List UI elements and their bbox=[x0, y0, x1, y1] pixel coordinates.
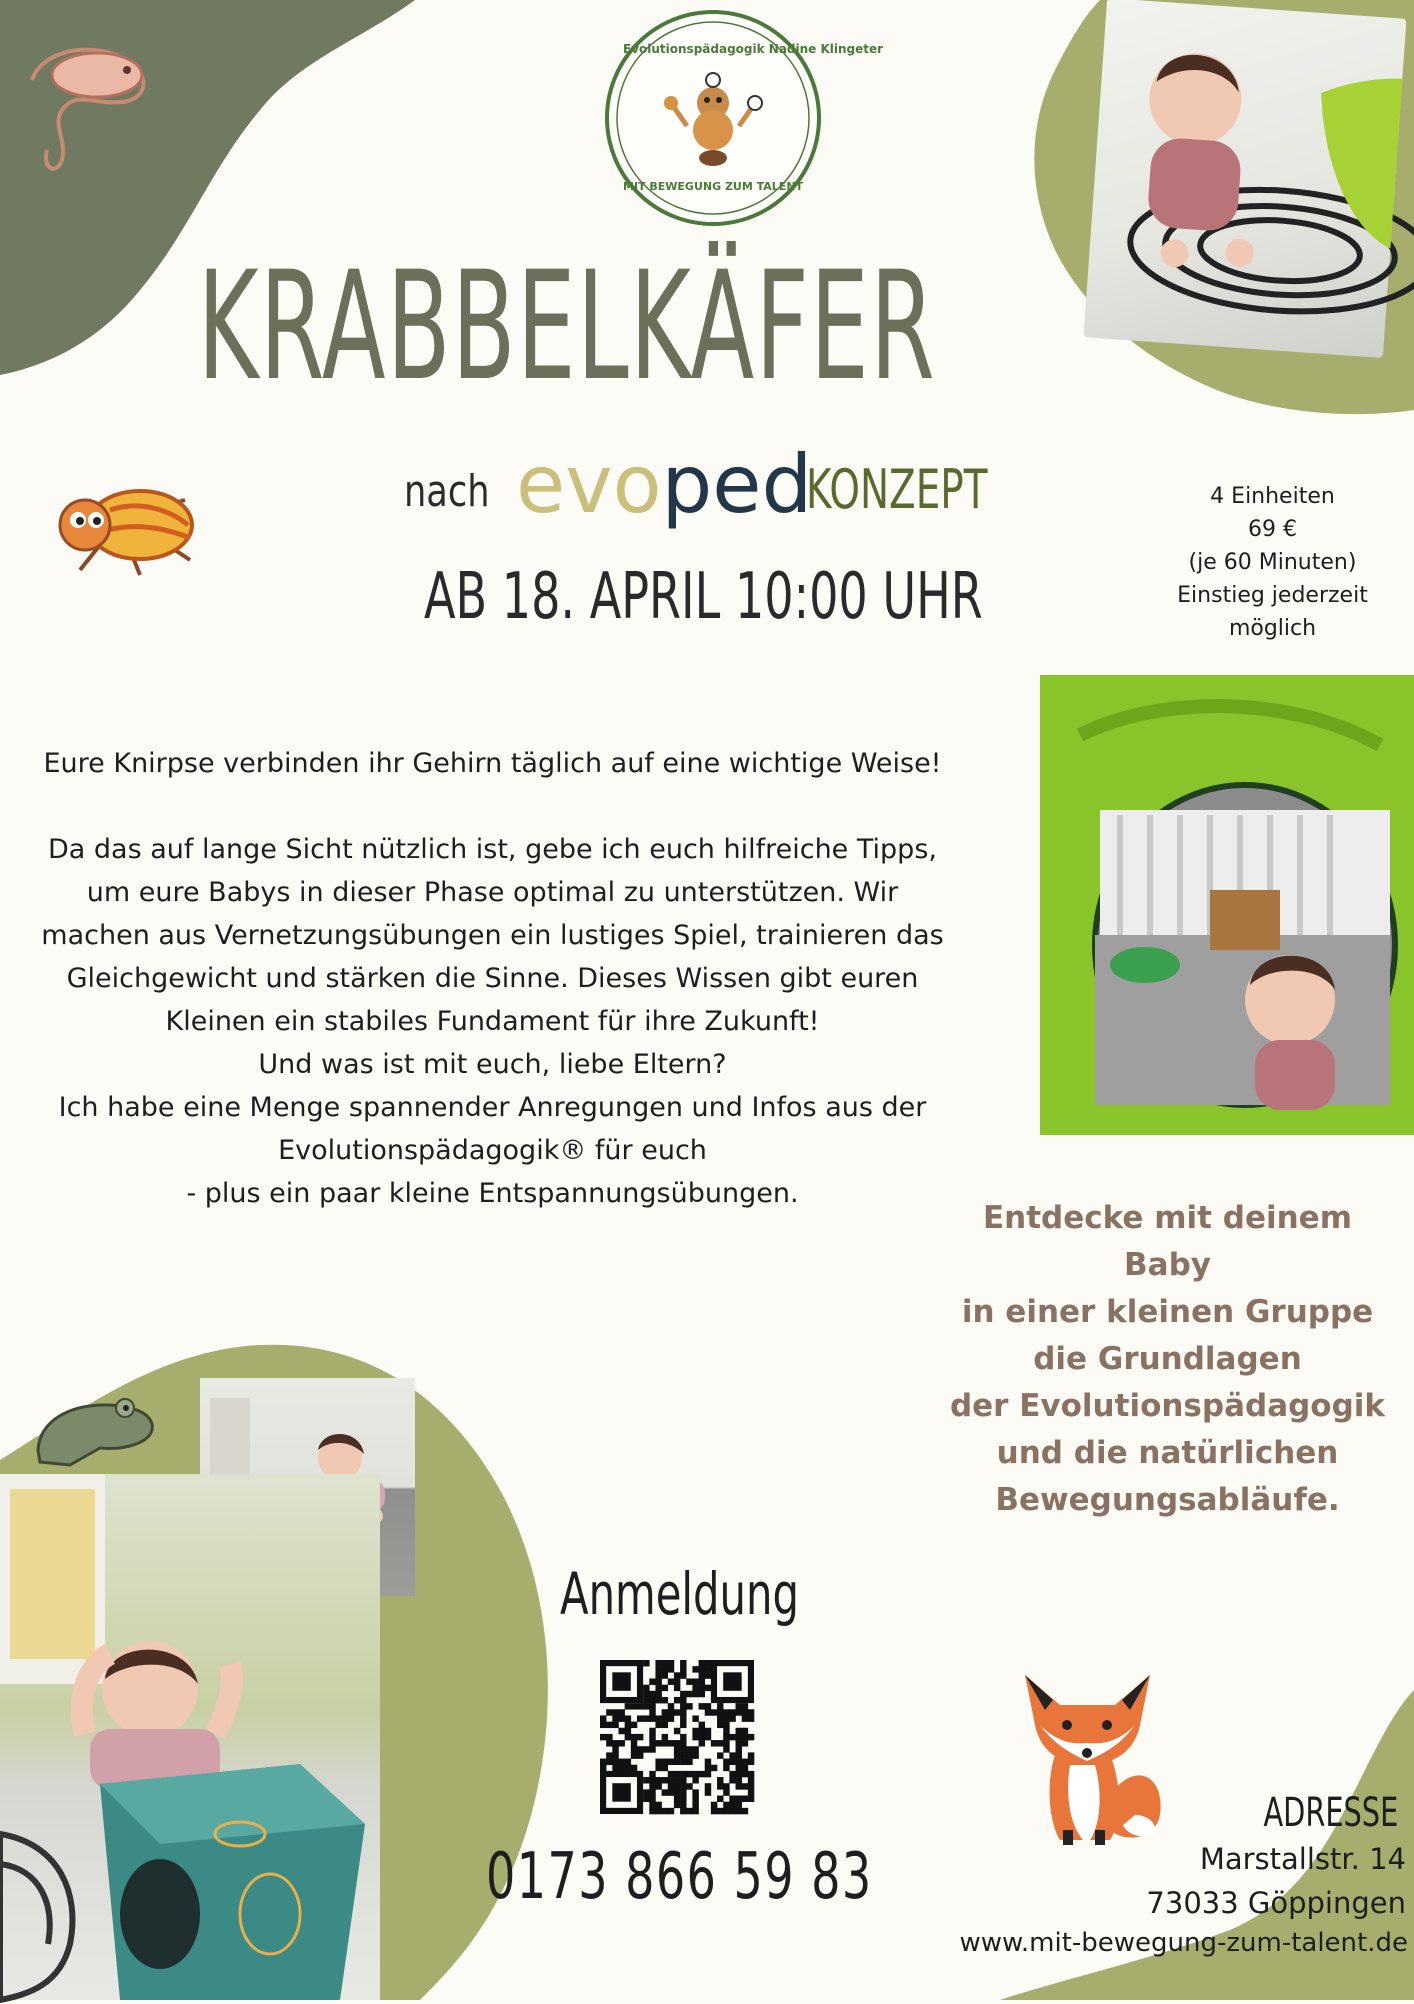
shrimp-icon bbox=[22, 30, 152, 180]
highlight-line: Entdecke mit deinem bbox=[982, 1200, 1353, 1236]
photo-baby-crawling bbox=[1084, 0, 1407, 358]
brand-part-2: ped bbox=[661, 438, 813, 531]
logo-emblem bbox=[603, 8, 884, 228]
intro-question: Und was ist mit euch, liebe Eltern? bbox=[258, 1049, 727, 1080]
page-title: KRABBELKÄFER bbox=[197, 240, 936, 414]
frog-icon bbox=[30, 1390, 160, 1470]
course-info bbox=[1150, 480, 1395, 645]
photo-baby-tunnel bbox=[1040, 675, 1414, 1135]
logo-tagline: MIT BEWEGUNG ZUM TALENT bbox=[623, 180, 804, 193]
address-street: Marstallstr. 14 bbox=[1199, 1842, 1406, 1876]
highlight-line: in einer kleinen Gruppe bbox=[961, 1294, 1374, 1330]
info-entry-2: möglich bbox=[1228, 616, 1317, 641]
start-date: AB 18. APRIL 10:00 UHR bbox=[424, 560, 983, 634]
beetle-icon bbox=[40, 470, 200, 580]
intro-paragraph-2: Da das auf lange Sicht nützlich ist, gebe ich euch hilfreiche Tipps, um eure Babys in dieser Phase optimal zu unterstützen. Wir machen aus Vernetzungsübungen ein lustiges Spiel, trainieren das Gleichgewicht und stärken die Sinne. Dieses Wissen gibt euren Kleinen ein stabiles Fundament für ihre Zukunft! bbox=[41, 834, 944, 1037]
subtitle-suffix: KONZEPT bbox=[806, 458, 988, 521]
website-link[interactable]: www.mit-bewegung-zum-talent.de bbox=[959, 1928, 1408, 1958]
qr-code-icon[interactable] bbox=[600, 1660, 754, 1814]
subtitle-prefix: nach bbox=[404, 466, 490, 517]
brand-part-1: evo bbox=[516, 438, 662, 531]
intro-paragraph-3: Ich habe eine Menge spannender Anregungen und Infos aus der Evolutionspädagogik® für euch bbox=[58, 1092, 927, 1166]
photo-baby-drum bbox=[0, 1474, 380, 2000]
highlight-line: und die natürlichen bbox=[996, 1435, 1339, 1471]
info-units: 4 Einheiten bbox=[1210, 484, 1335, 509]
intro-text bbox=[30, 742, 955, 1215]
info-entry: Einstieg jederzeit bbox=[1177, 583, 1368, 608]
phone-number[interactable]: 0173 866 59 83 bbox=[486, 1840, 873, 1914]
highlight-line: Bewegungsabläufe. bbox=[995, 1482, 1340, 1518]
logo bbox=[603, 8, 884, 228]
intro-paragraph-1: Eure Knirpse verbinden ihr Gehirn täglich auf eine wichtige Weise! bbox=[43, 748, 942, 779]
address-city: 73033 Göppingen bbox=[1146, 1886, 1406, 1920]
registration-label: Anmeldung bbox=[560, 1560, 799, 1628]
highlight-text bbox=[930, 1195, 1405, 1524]
info-duration: (je 60 Minuten) bbox=[1188, 550, 1357, 575]
highlight-line: Baby bbox=[1124, 1247, 1211, 1283]
info-price: 69 € bbox=[1248, 517, 1297, 542]
fox-icon bbox=[1015, 1665, 1165, 1845]
logo-ring-text: Evolutionspädagogik Nadine Klingeter bbox=[623, 42, 884, 56]
intro-paragraph-4: - plus ein paar kleine Entspannungsübungen. bbox=[186, 1178, 799, 1209]
address-heading: ADRESSE bbox=[1263, 1790, 1398, 1836]
highlight-line: die Grundlagen bbox=[1033, 1341, 1302, 1377]
highlight-line: der Evolutionspädagogik bbox=[949, 1388, 1386, 1424]
evoped-brand bbox=[516, 440, 812, 530]
